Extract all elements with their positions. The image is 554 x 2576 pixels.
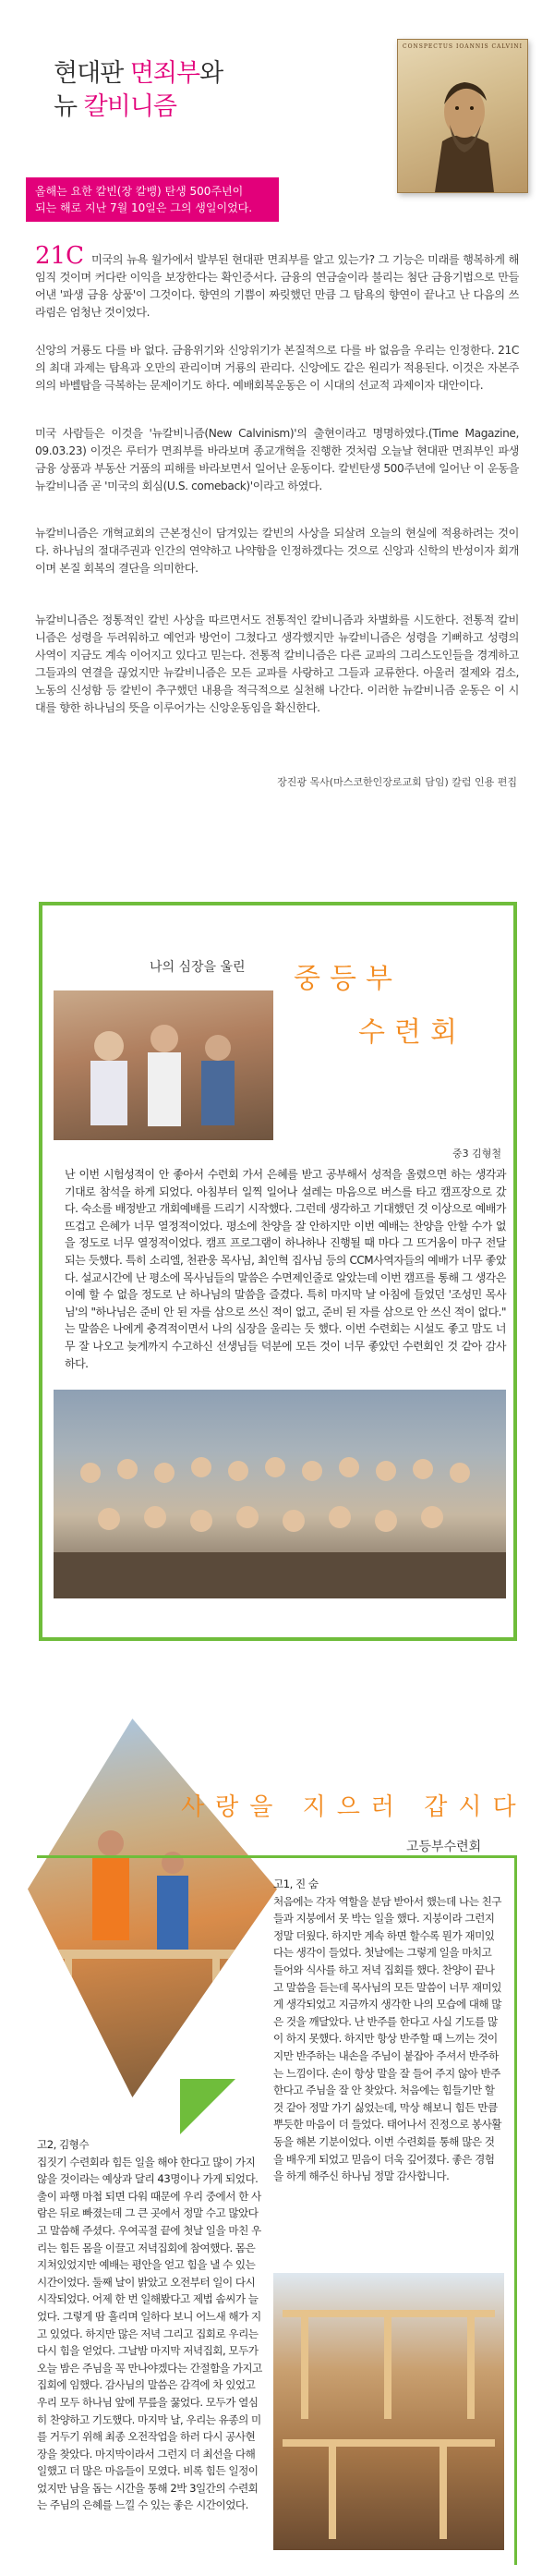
anniversary-highlight-box xyxy=(26,177,279,222)
highlight-line-1: 올해는 요한 칼빈(장 칼뱅) 탄생 500주년이 xyxy=(35,185,244,198)
decorative-triangle xyxy=(180,2079,235,2134)
group-photo-people xyxy=(54,1390,506,1598)
paragraph-5: 뉴칼비니즘은 정통적인 칼빈 사상을 따르면서도 전통적인 칼비니즘과 차별화를 시도한다. 전통적 칼비니즘은 성령을 두려워하고 예언과 방언이 그쳤다고 생각했지만 뉴칼비니즘은 성령을 기뻐하고 성령의 사역이 지금도 계속 이어지고 있다고 믿는다. 전통적 칼비니즘은 다른 교파의 그리스도인들을 경계하고 그들과의 연결을 끊었지만 뉴칼비니즘은 모든 교파를 사랑하고 그들과 교류한다. 아울러 절제와 검소, 노동의 신성함 등 칼빈이 추구했던 내용을 적극적으로 실천해 나간다. 이러한 뉴칼비니즘 운동은 이 시대를 향한 하나님의 뜻을 이루어가는 신앙운동임을 확신한다. xyxy=(35,614,519,714)
worship-photo xyxy=(54,990,273,1140)
testimony-2-author: 고2, 김형수 xyxy=(37,2138,90,2151)
portrait-engraving xyxy=(398,40,527,192)
green-rule-vertical xyxy=(514,1855,517,2565)
title-line-2: 뉴 칼비니즘 xyxy=(54,92,176,121)
construction-photo-diamond xyxy=(28,1719,277,2097)
testimony-2 xyxy=(37,2136,264,2514)
retreat-title-line-2: 수련회 xyxy=(358,1016,466,1049)
builders-figures xyxy=(28,1719,277,2097)
group-photo xyxy=(54,1390,506,1598)
testimony-1-body: 처음에는 각자 역할을 분담 받아서 했는데 나는 친구들과 지붕에서 못 박는 일을 했다. 지붕이라 그런지 정말 더웠다. 하지만 계속 하면 할수록 뭔가 재미있다는 생각이 들었다. 첫날에는 그렇게 일을 마치고 들어와 식사를 하고 저녁 집회를 했다. 찬양이 끝나고 말씀을 듣는데 목사님의 모든 말씀이 너무 재미있게 생각되었고 지금까지 생각한 나의 모습에 대해 많은 것을 깨달았다. 난 반주를 한다고 사실 기도를 많이 하지 못했다. 하지만 항상 반주할 때 느끼는 것이지만 반주하는 내손을 주님이 붙잡아 주셔서 반주하는 느낌이다. 손이 항상 말을 잘 들어 주지 않아 반주한다고 주님을 잘 안 찾았다. 처음에는 힘들기만 할 것 같아 정말 가기 싫었는데, 막상 해보니 힘든 만큼 뿌듯한 마음이 더 들었다. 태어나서 진정으로 봉사활동을 해본 기분이었다. 이번 수련회를 통해 많은 것을 배우게 되었고 믿음이 더욱 깊어졌다. 좋은 경험을 하게 해주신 하나님 정말 감사합니다. xyxy=(273,1894,501,2183)
title-line-1: 현대판 면죄부와 xyxy=(54,59,223,88)
paragraph-2: 신앙의 거룡도 다를 바 없다. 금융위기와 신앙위기가 본질적으로 다를 바 없음을 우리는 인정한다. 21C의 최대 과제는 탐욕과 오만의 관리이며 거룡의 관리다. 신앙에도 같은 원리가 적용된다. 이것은 자본주의의 바벨탑을 극복하는 문제이기도 하다. 예배회복운동은 이 시대의 선교적 과제이자 대안이다. xyxy=(35,344,519,392)
house-frame-photos xyxy=(273,2273,504,2550)
worship-photo-figures xyxy=(54,990,273,1140)
paragraph-4: 뉴칼비니즘은 개혁교회의 근본정신이 담겨있는 칼빈의 사상을 되살려 오늘의 현실에 적용하려는 것이다. 하나님의 절대주권과 인간의 연약하고 나약함을 인정하겠다는 것으로 신앙과 신학의 반성이자 회개이며 본질 회복의 결단을 의미한다. xyxy=(35,527,519,575)
retreat-title-line-1: 중등부 xyxy=(294,963,402,995)
highlight-line-2: 되는 해로 지난 7월 10일은 그의 생일이었다. xyxy=(35,201,253,214)
drop-cap-21c: 21C xyxy=(35,242,84,270)
paragraph-3: 미국 사람들은 이것을 '뉴칼비니즘(New Calvinism)'의 출현이라고 명명하였다.(Time Magazine, 09.03.23) 이것은 루터가 면죄부를 바라보며 종교개혁을 진행한 것처럼 오늘날 현대판 면죄부인 파생 금융 상품과 부동산 거품의 피해를 바라보면서 일어난 운동이다. 칼빈탄생 500주년에 일어난 이 운동을 뉴칼비니즘 곧 '미국의 회심(U.S. comeback)'이라고 하였다. xyxy=(35,427,519,492)
column-credit: 장진광 목사(마스코한인장로교회 담임) 칼럼 인용 편집 xyxy=(277,776,517,788)
high-school-subtitle: 고등부수련회 xyxy=(406,1840,482,1854)
heart-label: 나의 심장을 울린 xyxy=(150,960,246,975)
calvin-portrait xyxy=(397,39,528,193)
green-rule-horizontal xyxy=(37,1855,517,1858)
testimony-1 xyxy=(273,1876,502,2185)
testimony-2-body: 집짓기 수련회라 힘든 일을 해야 한다고 많이 가지 않을 것이라는 예상과 달리 43명이나 가게 되었다. 출이 파행 마첩 되면 다워 때문에 우리 중에서 한 사람은 뒤로 빠졌는데 그 큰 곳에서 정말 수고 많았다고 말씀해 주셨다. 우여곡절 끝에 첫날 일을 마친 우리는 힘든 몸을 이끌고 저녁집회에 참여했다. 몸은 지쳐있었지만 예배는 평안을 얻고 힘을 낼 수 있는 시간이었다. 둘째 날이 밝았고 오전부터 일이 다시 시작되었다. 어제 한 번 일해봤다고 제법 솜씨가 늘었다. 그렇게 땀 흘리며 일하다 보니 어느새 해가 지고 있었다. 하지만 많은 저녁 그리고 집회로 우리는 다시 힘을 얻었다. 그날밤 마지막 저녁집회, 모두가 오늘 밤은 주님을 꼭 만나야겠다는 간절함을 가지고 집회에 임했다. 감사님의 말씀은 감격에 차 있었고 우리 모두 하나님 앞에 무릎을 꿇었다. 모두가 열심히 찬양하고 기도했다. 마지막 날, 우리는 유종의 미를 거두기 위해 최종 오전작업을 하러 다시 공사현장을 찾았다. 마지막이라서 그런지 더 최선을 다해 일했고 더 많은 마음들이 모였다. 비록 힘든 일정이었지만 남을 돕는 시간을 통해 2박 3일간의 수련회는 주님의 은혜를 느낄 수 있는 좋은 시간이었다. xyxy=(37,2155,262,2512)
testimony-1-author: 고1, 진 숨 xyxy=(273,1877,319,1890)
article-title xyxy=(54,57,223,124)
high-school-title: 사랑을 지으러 갑시다 xyxy=(181,1793,527,1821)
portrait-label: CONSPECTUS IOANNIS CALVINI xyxy=(403,43,523,50)
testimony-body: 난 이번 시험성적이 안 좋아서 수련회 가서 은혜를 받고 공부해서 성적을 올렸으면 하는 생각과 기대로 참석을 하게 되었다. 아침부터 일찍 일어나 설레는 마음으로 버스를 타고 캠프장으로 갔다. 숙소를 배정받고 개회예배를 드리기 시작했다. 그런데 생각하고 기대했던 것 이상으로 예배가 뜨겁고 은혜가 너무 열정적이었다. 평소에 찬양을 잘 안하지만 이번 예배는 찬양을 안할 수가 없을 정도로 너무 열정적이었다. 캠프 프로그램이 하나하나 진행될 때 마다 그 뜨거움이 마구 전달되는 듯했다. 특히 소리엘, 천관웅 목사님, 최인혁 집사님 등의 CCM사역자들의 예배가 너무 좋았다. 설교시간에 난 평소에 목사님들의 말씀은 수면제인줄로 알았는데 이번 캠프를 통해 그 생각은 이예 할 수 없을 정도로 난 하나님의 말씀을 즐겼다. 특히 마지막 날 아침에 들었던 '조성민 목사님'의 "하나님은 준비 안 된 자를 삼으로 쓰신 적이 없고, 준비 된 자를 삼으로 안 쓰신 적이 없다." 는 말씀은 나에게 충격적이면서 나의 심장을 울리는 듯 했다. 이번 수련회는 시설도 좋고 맘도 너무 잘 나오고 늦게까지 수고하신 선생님들 덕분에 모든 것이 너무 좋았던 수련회인 것 같아 감사하다. xyxy=(65,1168,506,1370)
paragraph-1: 21C 미국의 뉴욕 월가에서 발부된 현대판 면죄부를 알고 있는가? 그 기능은 미래를 행복하게 해 임직 것이며 커다란 이익을 보장한다는 확인증서다. 금융의 연금술이라 불리는 첨단 금융기법으로 만들어낸 '파생 금융 상품'이 그것이다. 향연의 기쁨이 짜릿했던 만큼 그 탐욕의 향연이 끝나고 난 다음의 쓰라림은 엄청난 것이었다. xyxy=(35,242,519,319)
testimony-author: 중3 김형철 xyxy=(452,1148,501,1160)
